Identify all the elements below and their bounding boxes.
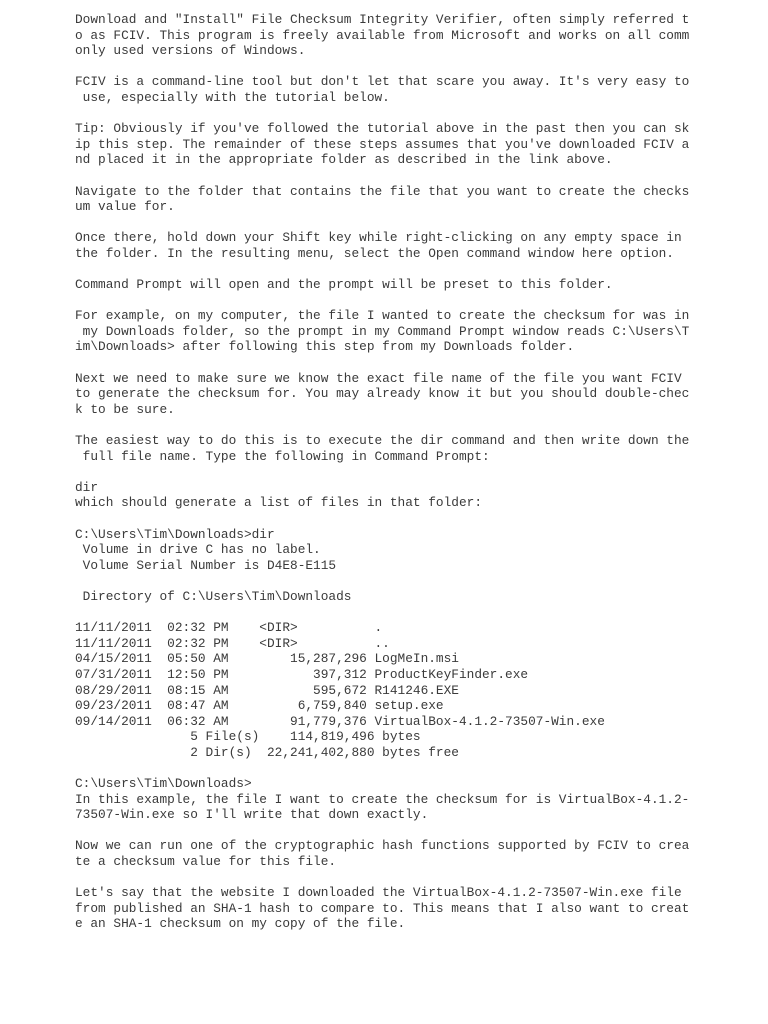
text-line: dir	[75, 479, 99, 495]
text-line: Next we need to make sure we know the exact file name of the file you want FCIV	[75, 370, 682, 386]
text-line: Command Prompt will open and the prompt will be preset to this folder.	[75, 277, 613, 293]
text-line: 11/11/2011 02:32 PM <DIR> ..	[75, 635, 390, 651]
paragraph	[75, 885, 755, 932]
text-line: Directory of C:\Users\Tim\Downloads	[75, 588, 352, 604]
text-line: e an SHA-1 checksum on my copy of the file.	[75, 916, 406, 932]
text-line: from published an SHA-1 hash to compare to. This means that I also want to creat	[75, 900, 690, 916]
text-line: full file name. Type the following in Command Prompt:	[75, 448, 490, 464]
text-line: 11/11/2011 02:32 PM <DIR> .	[75, 620, 383, 636]
paragraph	[75, 230, 755, 261]
paragraph	[75, 371, 755, 418]
text-line: For example, on my computer, the file I wanted to create the checksum for was in	[75, 308, 690, 324]
text-line: Now we can run one of the cryptographic hash functions supported by FCIV to crea	[75, 838, 690, 854]
text-line: Once there, hold down your Shift key while right-clicking on any empty space in	[75, 230, 682, 246]
text-line: to generate the checksum for. You may already know it but you should double-chec	[75, 386, 690, 402]
text-line: In this example, the file I want to create the checksum for is VirtualBox-4.1.2-	[75, 791, 690, 807]
text-line: k to be sure.	[75, 401, 175, 417]
text-line: Volume Serial Number is D4E8-E115	[75, 557, 337, 573]
text-line: 09/23/2011 08:47 AM 6,759,840 setup.exe	[75, 698, 444, 714]
text-line: which should generate a list of files in that folder:	[75, 495, 483, 511]
text-line: 5 File(s) 114,819,496 bytes	[75, 729, 421, 745]
text-line: the folder. In the resulting menu, select the Open command window here option.	[75, 245, 674, 261]
text-line: use, especially with the tutorial below.	[75, 89, 390, 105]
text-line: um value for.	[75, 199, 175, 215]
paragraph	[75, 74, 755, 105]
text-line: im\Downloads> after following this step from my Downloads folder.	[75, 339, 575, 355]
text-line: C:\Users\Tim\Downloads>dir	[75, 526, 275, 542]
text-line: Let's say that the website I downloaded the VirtualBox-4.1.2-73507-Win.exe file	[75, 885, 682, 901]
paragraph	[75, 838, 755, 869]
text-line: 2 Dir(s) 22,241,402,880 bytes free	[75, 744, 459, 760]
text-line: nd placed it in the appropriate folder as described in the link above.	[75, 152, 613, 168]
text-line: Volume in drive C has no label.	[75, 542, 321, 558]
text-line: only used versions of Windows.	[75, 43, 306, 59]
text-line: FCIV is a command-line tool but don't let that scare you away. It's very easy to	[75, 74, 690, 90]
paragraph	[75, 480, 755, 511]
text-line: 07/31/2011 12:50 PM 397,312 ProductKeyFinder.exe	[75, 666, 529, 682]
text-line: Tip: Obviously if you've followed the tutorial above in the past then you can sk	[75, 121, 690, 137]
paragraph	[75, 527, 755, 574]
text-line: 09/14/2011 06:32 AM 91,779,376 VirtualBox-4.1.2-73507-Win.exe	[75, 713, 605, 729]
paragraph	[75, 184, 755, 215]
paragraph	[75, 776, 755, 823]
text-line: 04/15/2011 05:50 AM 15,287,296 LogMeIn.msi	[75, 651, 459, 667]
text-line: C:\Users\Tim\Downloads>	[75, 776, 252, 792]
text-line: o as FCIV. This program is freely available from Microsoft and works on all comm	[75, 27, 690, 43]
paragraph	[75, 620, 755, 760]
document-body	[75, 12, 755, 948]
text-line: 73507-Win.exe so I'll write that down exactly.	[75, 807, 429, 823]
text-line: Download and "Install" File Checksum Integrity Verifier, often simply referred t	[75, 12, 690, 27]
text-line: ip this step. The remainder of these steps assumes that you've downloaded FCIV a	[75, 136, 690, 152]
paragraph	[75, 12, 755, 59]
paragraph	[75, 277, 755, 293]
text-line: my Downloads folder, so the prompt in my Command Prompt window reads C:\Users\T	[75, 323, 690, 339]
text-line: Navigate to the folder that contains the file that you want to create the checks	[75, 183, 690, 199]
text-line: 08/29/2011 08:15 AM 595,672 R141246.EXE	[75, 682, 459, 698]
paragraph	[75, 433, 755, 464]
paragraph	[75, 308, 755, 355]
text-line: te a checksum value for this file.	[75, 854, 337, 870]
text-line: The easiest way to do this is to execute the dir command and then write down the	[75, 433, 690, 449]
paragraph	[75, 589, 755, 605]
paragraph	[75, 121, 755, 168]
